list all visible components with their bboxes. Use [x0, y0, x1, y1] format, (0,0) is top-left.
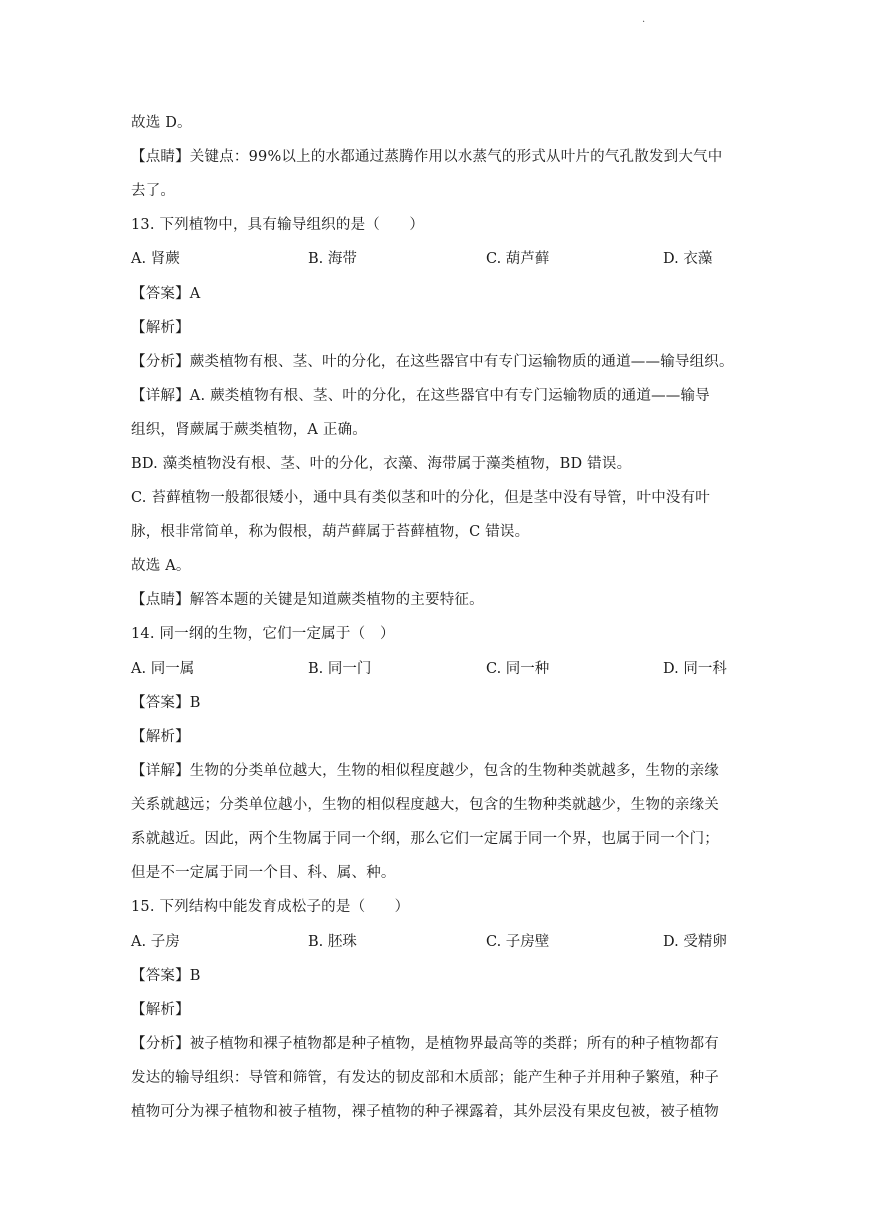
question-15: 15. 下列结构中能发育成松子的是（ ） — [131, 899, 410, 915]
text-line: 植物可分为裸子植物和被子植物，裸子植物的种子裸露着，其外层没有果皮包被，被子植物 — [131, 1104, 719, 1120]
text-line: 【分析】蕨类植物有根、茎、叶的分化，在这些器官中有专门运输物质的通道——输导组织。 — [131, 354, 734, 370]
question-13: 13. 下列植物中，具有输导组织的是（ ） — [131, 217, 425, 233]
option-c: C. 子房壁 — [486, 934, 550, 950]
question-14: 14. 同一纲的生物，它们一定属于（ ） — [131, 626, 395, 642]
text-line: C. 苔藓植物一般都很矮小，通中具有类似茎和叶的分化，但是茎中没有导管，叶中没有叶 — [131, 490, 710, 506]
text-line: 关系就越远；分类单位越小，生物的相似程度越大，包含的生物种类就越少，生物的亲缘关 — [131, 797, 719, 813]
text-line: 脉，根非常简单，称为假根，葫芦藓属于苔藓植物，C 错误。 — [131, 524, 530, 540]
option-b: B. 海带 — [308, 251, 357, 267]
analysis-heading: 【解析】 — [131, 1002, 190, 1018]
header-mark: . — [642, 14, 646, 25]
answer-line: 【答案】B — [131, 695, 201, 711]
text-line: 【点睛】解答本题的关键是知道蕨类植物的主要特征。 — [131, 592, 484, 608]
text-line: 故选 A。 — [131, 558, 191, 574]
options-15 — [131, 932, 743, 952]
text-line: 组织，肾蕨属于蕨类植物，A 正确。 — [131, 422, 367, 438]
analysis-heading: 【解析】 — [131, 729, 190, 745]
text-line: 【详解】生物的分类单位越大，生物的相似程度越少，包含的生物种类就越多，生物的亲缘 — [131, 763, 719, 779]
option-b: B. 同一门 — [308, 661, 372, 677]
option-c: C. 同一种 — [486, 661, 550, 677]
options-13 — [131, 249, 743, 269]
option-c: C. 葫芦藓 — [486, 251, 550, 267]
text-line: 去了。 — [131, 183, 176, 199]
option-b: B. 胚珠 — [308, 934, 357, 950]
analysis-heading: 【解析】 — [131, 320, 190, 336]
text-line: 【详解】A. 蕨类植物有根、茎、叶的分化，在这些器官中有专门运输物质的通道——输导 — [131, 388, 710, 404]
text-line: BD. 藻类植物没有根、茎、叶的分化，衣藻、海带属于藻类植物，BD 错误。 — [131, 456, 632, 472]
answer-line: 【答案】A — [131, 286, 201, 302]
options-14 — [131, 659, 743, 679]
option-a: A. 子房 — [131, 934, 180, 950]
text-line: 系就越近。因此，两个生物属于同一个纲，那么它们一定属于同一个界，也属于同一个门； — [131, 831, 719, 847]
option-d: D. 衣藻 — [663, 251, 713, 267]
option-d: D. 受精卵 — [663, 934, 727, 950]
option-a: A. 肾蕨 — [131, 251, 180, 267]
option-a: A. 同一属 — [131, 661, 195, 677]
text-line: 发达的输导组织：导管和筛管，有发达的韧皮部和木质部；能产生种子并用种子繁殖，种子 — [131, 1070, 719, 1086]
text-line: 【点睛】关键点：99%以上的水都通过蒸腾作用以水蒸气的形式从叶片的气孔散发到大气中 — [131, 149, 723, 165]
text-line: 但是不一定属于同一个目、科、属、种。 — [131, 865, 396, 881]
text-line: 【分析】被子植物和裸子植物都是种子植物，是植物界最高等的类群；所有的种子植物都有 — [131, 1036, 719, 1052]
answer-line: 【答案】B — [131, 968, 201, 984]
text-line: 故选 D。 — [131, 115, 192, 131]
option-d: D. 同一科 — [663, 661, 727, 677]
